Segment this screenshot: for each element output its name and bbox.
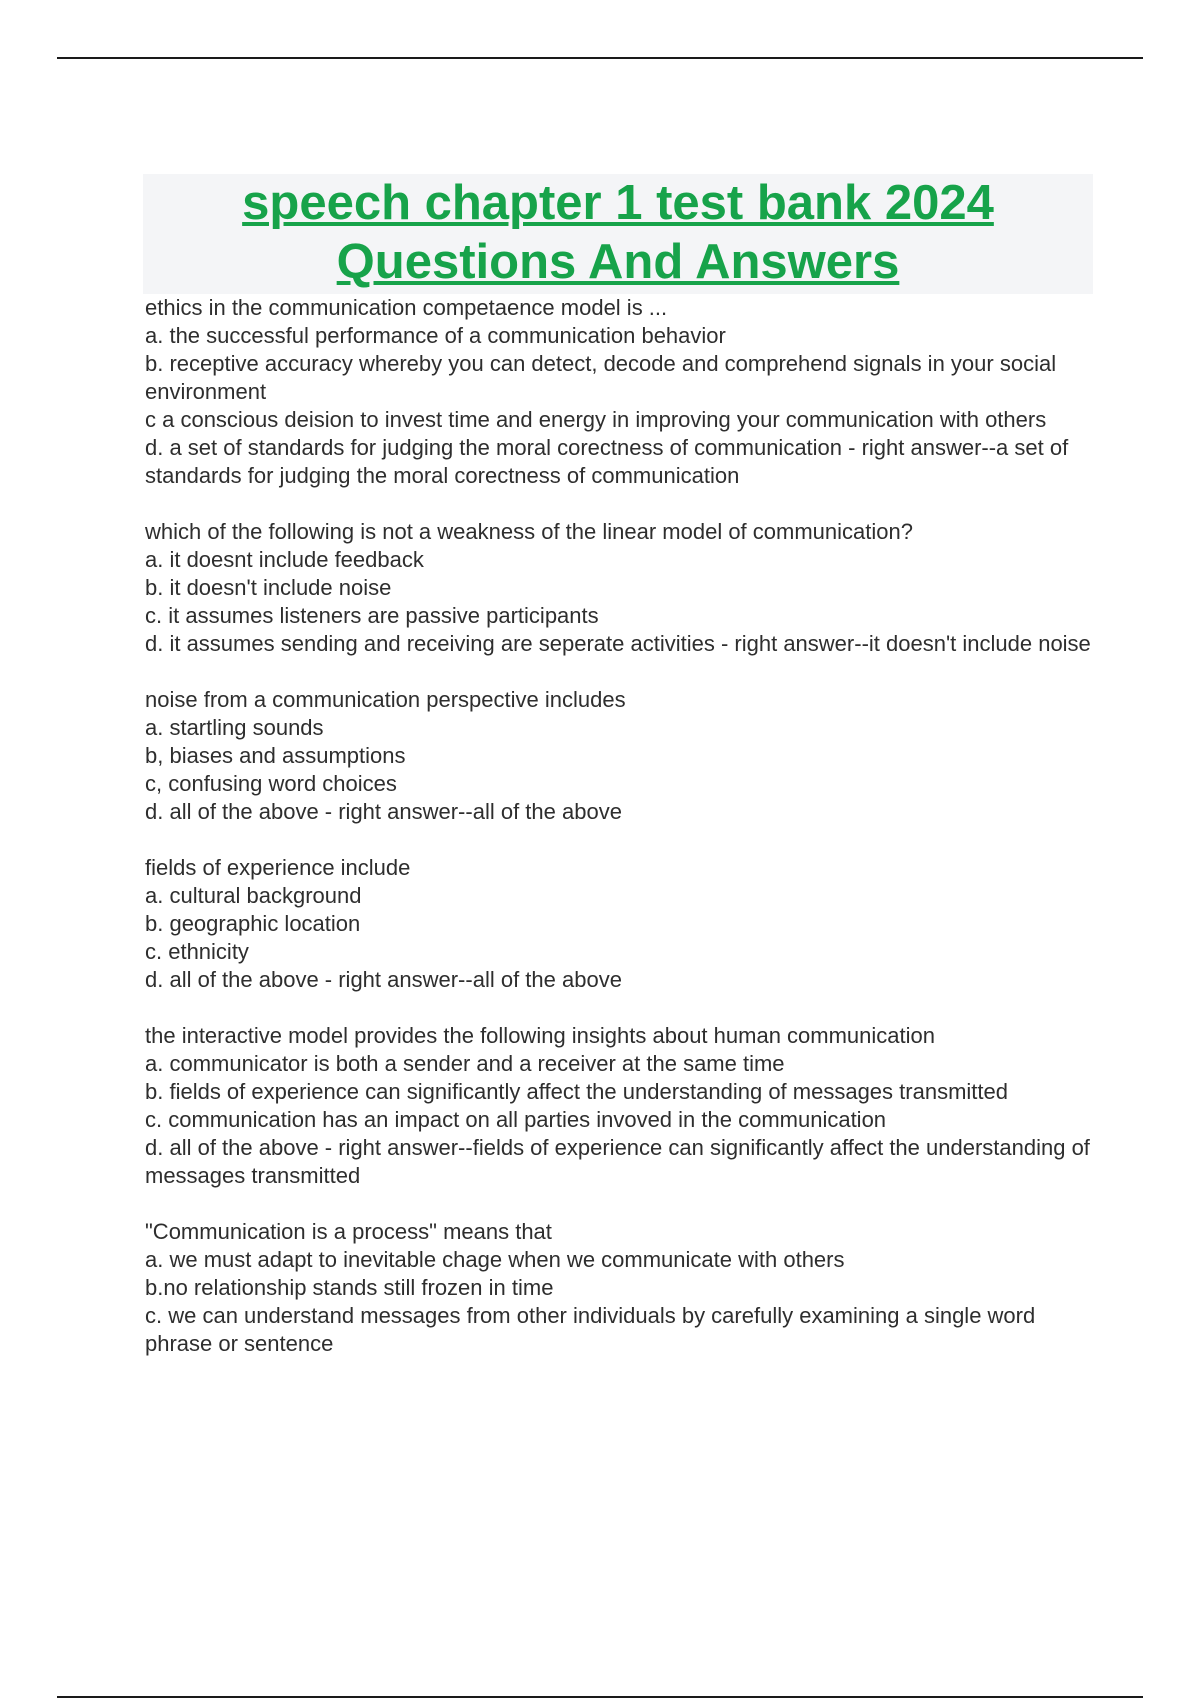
answer-option: a. communicator is both a sender and a receiver at the same time	[145, 1051, 785, 1076]
answer-option: a. it doesnt include feedback	[145, 547, 424, 572]
question-text: noise from a communication perspective includes	[145, 687, 626, 712]
question-block	[145, 1218, 1095, 1358]
question-block	[145, 518, 1095, 658]
document-title	[143, 174, 1093, 294]
answer-option: a. the successful performance of a communication behavior	[145, 323, 726, 348]
answer-option: c. communication has an impact on all parties invoved in the communication	[145, 1107, 887, 1132]
answer-option: d. it assumes sending and receiving are seperate activities - right answer--it doesn't include noise	[145, 631, 1091, 656]
answer-option: b, biases and assumptions	[145, 743, 406, 768]
title-line-1	[143, 174, 1093, 233]
answer-option: d. all of the above - right answer--all of the above	[145, 799, 622, 824]
answer-option: c. it assumes listeners are passive participants	[145, 603, 599, 628]
answer-option: b. it doesn't include noise	[145, 575, 392, 600]
question-block	[145, 854, 1095, 994]
title-text-2: Questions And Answers	[336, 235, 900, 289]
answer-option: c, confusing word choices	[145, 771, 397, 796]
answer-option: d. all of the above - right answer--fields of experience can significantly affect the understanding of messages transmitted	[145, 1135, 1090, 1188]
question-block	[145, 1022, 1095, 1190]
answer-option: a. we must adapt to inevitable chage when we communicate with others	[145, 1247, 845, 1272]
bottom-rule	[57, 1696, 1143, 1698]
question-text: which of the following is not a weakness of the linear model of communication?	[145, 519, 913, 544]
answer-option: b. fields of experience can significantly affect the understanding of messages transmitted	[145, 1079, 1008, 1104]
title-line-2	[143, 233, 1093, 292]
question-text: "Communication is a process" means that	[145, 1219, 552, 1244]
answer-option: b.no relationship stands still frozen in time	[145, 1275, 554, 1300]
question-text: fields of experience include	[145, 855, 411, 880]
title-text-1: speech chapter 1 test bank 2024	[242, 176, 994, 230]
top-rule	[57, 57, 1143, 59]
question-text: ethics in the communication competaence model is ...	[145, 295, 668, 320]
question-block	[145, 686, 1095, 826]
answer-option: c a conscious deision to invest time and energy in improving your communication with others	[145, 407, 1047, 432]
answer-option: b. geographic location	[145, 911, 361, 936]
answer-option: d. a set of standards for judging the moral corectness of communication - right answer--a set of standards for judging the moral corectness of communication	[145, 435, 1069, 488]
answer-option: d. all of the above - right answer--all of the above	[145, 967, 622, 992]
question-text: the interactive model provides the following insights about human communication	[145, 1023, 935, 1048]
answer-option: a. cultural background	[145, 883, 362, 908]
answer-option: b. receptive accuracy whereby you can detect, decode and comprehend signals in your social environment	[145, 351, 1057, 404]
answer-option: c. ethnicity	[145, 939, 249, 964]
answer-option: a. startling sounds	[145, 715, 324, 740]
answer-option: c. we can understand messages from other individuals by carefully examining a single word phrase or sentence	[145, 1303, 1036, 1356]
questions-content	[145, 294, 1095, 1386]
question-block	[145, 294, 1095, 490]
